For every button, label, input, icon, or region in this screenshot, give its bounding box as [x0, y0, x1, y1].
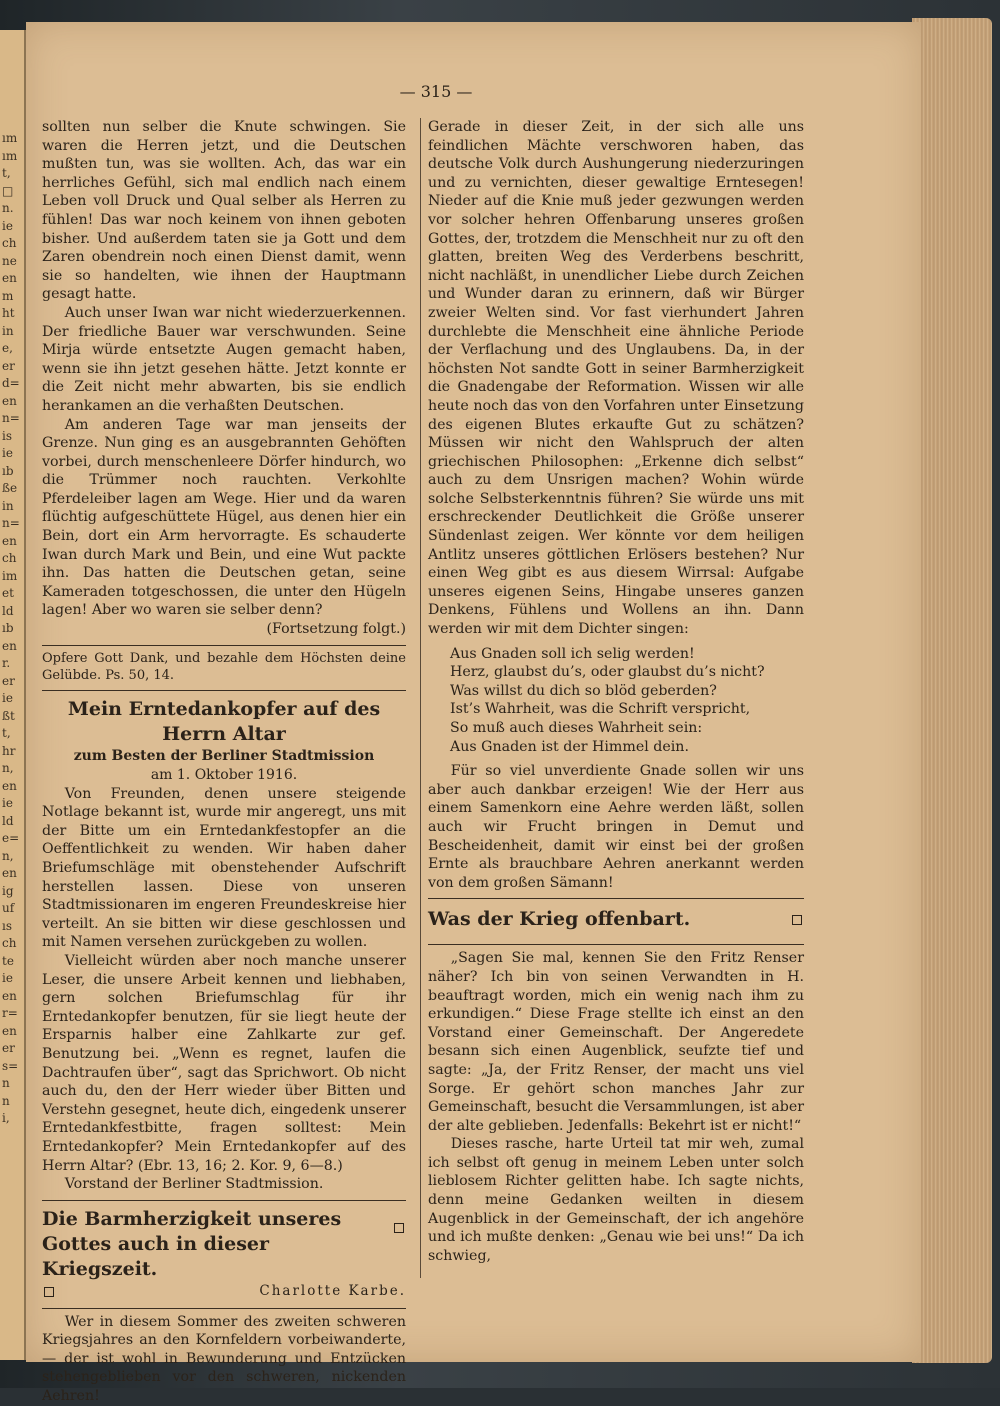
prev-page-fragment: ße: [2, 481, 18, 495]
prev-page-fragment: en: [2, 271, 17, 285]
prev-page-fragment: s=: [2, 1058, 19, 1073]
article-paragraph: „Sagen Sie mal, kennen Sie den Fritz Renser näher? Ich bin von seinen Verwandten in H. beauftragt worden, mich ein wenig nach ihm zu erkundigen.“ Diese Frage stellte ich einst an den Vorstand einer Gemeinschaft. Der Angeredete besann sich einen Augenblick, seufzte tief und sagte: „Ja, der Fritz Renser, der macht uns viel Sorge. Er gehört schon manches Jahr zur Gemeinschaft, besucht die Versammlungen, ist aber der alte geblieben. Jedenfalls: Bekehrt ist er nicht!“: [428, 950, 804, 1134]
prev-page-fragment: ig: [2, 883, 14, 898]
poem: [428, 645, 804, 757]
prev-page-fragment: en: [2, 638, 17, 653]
prev-page-fragment: er: [2, 358, 15, 373]
prev-page-fragment: n=: [2, 516, 20, 530]
prev-page-fragment: en: [2, 1023, 17, 1038]
prev-page-fragment: ım: [2, 148, 18, 163]
prev-page-fragment: ch: [2, 936, 17, 950]
prev-page-fragment: en: [2, 988, 17, 1003]
section-rule: [428, 898, 804, 899]
prev-page-fragment: ie: [2, 691, 13, 705]
byline-row: [42, 1282, 406, 1302]
poem-line: Herz, glaubst du’s, oder glaubst du’s nicht?: [450, 664, 765, 681]
article-paragraph: Vielleicht würden aber noch manche unserer Leser, die unsere Arbeit kennen und liebhaben, gern solchen Briefumschlag für ihr Erntedankopfer benutzen, für sie liegt heute der Ersparnis halber eine Zahlkarte zur gef. Benutzung bei. „Wenn es regnet, laufen die Dachtraufen über“, sagt das Sprichwort. Ob nicht auch du, den der Herr wieder über Bitten und Verstehn gesegnet, heute dich, eingedenk unserer Erntedankfestbitte, fragen solltest: Mein Erntedankopfer? Mein Erntedankopfer auf des Herrn Altar? (Ebr. 13, 16; 2. Kor. 9, 6—8.): [42, 952, 406, 1174]
prev-page-fragment: er: [2, 1041, 15, 1055]
section-rule: [42, 690, 406, 691]
prev-page-fragment: t,: [2, 166, 11, 180]
article-paragraph: Gerade in dieser Zeit, in der sich alle uns feindlichen Mächte verschworen haben, das deutsche Volk durch Aushungerung niederzuringen und zu vernichten, dieser gewaltige Erntesegen! Nieder auf die Knie muß jeder gezwungen werden vor solcher hehren Offenbarung unseres großen Gottes, der, trotzdem die Menschheit nur zu oft den glatten, breiten Weg des Verderbens beschritt, nicht nachläßt, in unendlicher Liebe durch Zeichen und Wunder daran zu erinnern, daß wir Bürger zweier Welten sind. Vor fast vierhundert Jahren durchlebte die Menschheit eine ähnliche Periode der Verflachung und des Unglaubens. Da, in der höchsten Not sandte Gott in seiner Barmherzigkeit die Gnadengabe der Reformation. Wissen wir alle heute noch das von den Vorfahren unter Einsetzung des eigenen Blutes erkaufte Gut zu schätzen? Müssen wir nicht den Wahlspruch der alten griechischen Philosophen: „Erkenne dich selbst“ auch zu dem Unsrigen machen? Wohin würde solche Selbsterkenntnis führen? Sie würde uns mit erschreckender Deutlichkeit die Größe unserer Sündenlast zeigen. Wer könnte vor dem heiligen Antlitz unseres göttlichen Erlösers bestehen? Nur einen Weg gibt es aus diesem Wirrsal: Aufgabe unseres eigenen Seins, Hingabe unseres ganzen Denkens, Fühlens und Wollens an ihn. Dann werden wir mit dem Dichter singen:: [428, 119, 804, 638]
article-date: am 1. Oktober 1916.: [150, 766, 298, 783]
prev-page-fragment: n: [2, 1076, 10, 1090]
prev-page-fragment: et: [2, 586, 14, 600]
section-rule: [42, 645, 406, 646]
prev-page-fragment: en: [2, 866, 17, 880]
prev-page-fragment: r.: [2, 656, 11, 670]
prev-page-fragment: □: [2, 183, 14, 198]
article-paragraph: Wer in diesem Sommer des zweiten schweren Kriegsjahres an den Kornfeldern vorbeiwanderte, — der ist wohl in Bewunderung und Entzücken stehengeblieben vor den schweren, nickenden Aehren!: [42, 1313, 406, 1405]
prev-page-fragment: ch: [2, 551, 17, 565]
prev-page-fragment: hr: [2, 743, 16, 758]
prev-page-fragment: m: [2, 288, 14, 303]
prev-page-fragment: n.: [2, 201, 14, 215]
prev-page-fragment: i,: [2, 1111, 10, 1125]
prev-page-fragment: en: [2, 393, 17, 408]
square-ornament-icon: [394, 1223, 404, 1233]
prev-page-fragment: ht: [2, 306, 15, 320]
prev-page-fragment: ne: [2, 253, 17, 268]
page-number: — 315 —: [399, 82, 473, 101]
article-paragraph: Für so viel unverdiente Gnade sollen wir uns aber auch dankbar erzeigen! Wie der Herr aus einem Samenkorn eine Aehre werden läßt, sollen auch wir Frucht bringen in Demut und Bescheidenheit, damit wir einst bei der großen Ernte als brauchbare Aehren anerkannt werden von dem großen Sämann!: [428, 763, 804, 891]
section-rule: [42, 1308, 406, 1309]
prev-page-fragment: e,: [2, 341, 13, 355]
article-subtitle: zum Besten der Berliner Stadtmission: [73, 747, 375, 764]
prev-page-fragment: e=: [2, 831, 20, 845]
prev-page-fragment: ld: [2, 603, 14, 618]
prev-page-fragment: ßt: [2, 708, 15, 723]
prev-page-fragment: te: [2, 953, 14, 968]
continued-note: (Fortsetzung folgt.): [266, 621, 406, 638]
bible-verse: Opfere Gott Dank, und bezahle dem Höchsten deine Gelübde. Ps. 50, 14.: [42, 650, 406, 683]
prev-page-fragment: uf: [2, 901, 15, 915]
prev-page-fragment: ıs: [2, 918, 12, 933]
left-column: [42, 118, 406, 1406]
prev-page-fragment: n=: [2, 411, 20, 425]
prev-page-fragment: er: [2, 673, 15, 688]
article-paragraph: Dieses rasche, harte Urteil tat mir weh, zumal ich selbst oft genug in meinem Leben unter solch lieblosem Richter gelitten habe. Ich sagte nichts, denn meine Gedanken weilten in diesem Augenblick in der Gemeinschaft, der ich angehöre und ich mußte denken: „Genau wie bei uns!“ Da ich schwieg,: [428, 1136, 804, 1264]
square-ornament-icon: [792, 915, 802, 925]
prev-page-fragment: r=: [2, 1006, 18, 1020]
prev-page-fragment: in: [2, 498, 14, 513]
article-heading-block: [42, 1207, 406, 1282]
prev-page-fragment: ie: [2, 218, 13, 233]
prev-page-fragment: ld: [2, 813, 14, 828]
article-heading-block: [428, 907, 804, 936]
poem-line: Was willst du dich so blöd geberden?: [450, 682, 717, 699]
prev-page-fragment: en: [2, 533, 17, 548]
article-paragraph: Von Freunden, denen unsere steigende Notlage bekannt ist, wurde mir angeregt, uns mit der Bitte um ein Erntedankfestopfer an die Oeffentlichkeit zu wenden. Wir haben daher Briefumschläge mit obenstehender Aufschrift herstellen lassen. Diese von unseren Stadtmissionaren im engeren Freundeskreise hier verteilt. An sie bitten wir diese geschlossen und mit Namen versehen zurückgeben zu wollen.: [42, 785, 406, 951]
prev-page-fragment: n: [2, 1093, 10, 1108]
article-signature: Vorstand der Berliner Stadtmission.: [64, 1176, 324, 1193]
prev-page-fragment: ch: [2, 236, 17, 250]
poem-line: Aus Gnaden ist der Himmel dein.: [450, 738, 689, 755]
article-author: Charlotte Karbe.: [259, 1282, 406, 1299]
story-paragraph: Auch unser Iwan war nicht wiederzuerkennen. Der friedliche Bauer war verschwunden. Seine Mirja würde entsetzte Augen gemacht haben, wenn sie ihn jetzt gesehen hätte. Jetzt konnte er die Zeit nicht mehr abwarten, bis sie endlich herankamen an die verhaßten Deutschen.: [42, 304, 406, 414]
poem-line: Aus Gnaden soll ich selig werden!: [450, 645, 695, 662]
prev-page-fragment: n,: [2, 848, 14, 863]
prev-page-fragment: ie: [2, 971, 13, 985]
column-divider: [420, 118, 421, 1278]
story-paragraph: Am anderen Tage war man jenseits der Grenze. Nun ging es an ausgebrannten Gehöften vorbei, durch menschenleere Dörfer hindurch, wo die Trümmer noch rauchten. Verkohlte Pferdeleiber lagen am Wege. Hier und da waren flüchtig aufgeschüttete Hügel, aus denen hier ein Bein, dort ein Arm hervorragte. Es schauderte Iwan durch Mark und Bein, und eine Wut packte ihn. Das hatten die Deutschen getan, seine Kameraden totgeschossen, die unter den Hügeln lagen! Aber wo waren sie selber denn?: [42, 416, 406, 619]
prev-page-fragment: d=: [2, 376, 20, 390]
prev-page-fragment: ıb: [2, 621, 14, 635]
square-ornament-icon: [44, 1287, 54, 1297]
section-rule: [428, 944, 804, 945]
section-rule: [42, 1200, 406, 1201]
prev-page-fragment: ie: [2, 796, 13, 810]
article-title: Was der Krieg offenbart.: [428, 908, 691, 931]
previous-page-edge: [0, 30, 26, 1360]
article-title: Die Barmherzigkeit unseres Gottes auch in dieser Kriegszeit.: [42, 1207, 342, 1280]
prev-page-fragment: ie: [2, 446, 13, 460]
right-column: [428, 118, 804, 1265]
article-title: Mein Erntedankopfer auf des Herrn Altar: [67, 697, 381, 745]
prev-page-fragment: t,: [2, 726, 11, 740]
prev-page-fragment: in: [2, 323, 14, 338]
poem-line: Ist’s Wahrheit, was die Schrift verspricht,: [450, 701, 751, 718]
prev-page-fragment: ım: [2, 131, 18, 145]
prev-page-fragment: en: [2, 778, 17, 793]
poem-line: So muß auch dieses Wahrheit sein:: [450, 720, 703, 736]
book-page: [26, 22, 921, 1405]
prev-page-fragment: im: [2, 568, 18, 583]
story-paragraph: sollten nun selber die Knute schwingen. Sie waren die Herren jetzt, und die Deutschen mußten tun, was sie wollten. Ach, das war ein herrliches Gefühl, sich mal endlich nach einem Leben voll Druck und Qual selber als Herren zu fühlen! Das war noch keinem von ihnen geboten bisher. Und außerdem taten sie ja Gott und dem Zaren obendrein noch einen Dienst damit, wenn sie so handelten, wie ihnen der Hauptmann gesagt hatte.: [42, 119, 406, 303]
prev-page-fragment: ıb: [2, 463, 14, 478]
prev-page-fragment: is: [2, 428, 12, 443]
prev-page-fragment: n,: [2, 761, 14, 775]
page-stack-edge: [912, 18, 992, 1363]
